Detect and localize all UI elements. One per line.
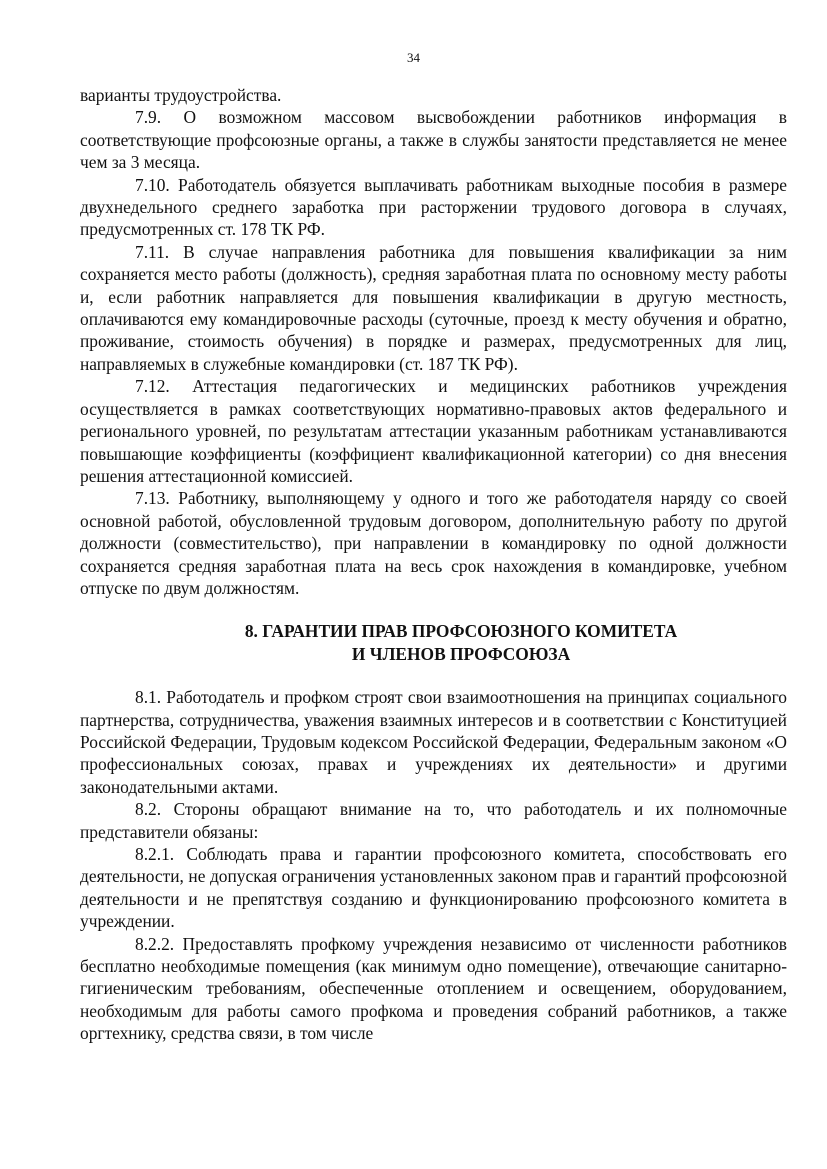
section-heading-line-1: 8. ГАРАНТИИ ПРАВ ПРОФСОЮЗНОГО КОМИТЕТА: [244, 621, 678, 642]
paragraph-8-2-1: 8.2.1. Соблюдать права и гарантии профсоюзного комитета, способствовать его деятельности, не допуская ограничения установленных законом прав и гарантий профсоюзной деятельности и не препятствуя созданию и функционированию профсоюзного комитета в учреждении.: [80, 844, 787, 932]
section-heading: [80, 620, 787, 665]
paragraph-7-13: 7.13. Работнику, выполняющему у одного и того же работодателя наряду со своей основной работой, обусловленной трудовым договором, дополнительную работу по другой должности (совместительство), при направлении в командировку по одной должности сохраняется средняя заработная плата на весь срок нахождения в командировке, учебном отпуске по двум должностям.: [80, 488, 787, 598]
page-number: 34: [407, 50, 420, 65]
paragraph-8-1: 8.1. Работодатель и профком строят свои взаимоотношения на принципах социального партнерства, сотрудничества, уважения взаимных интересов и в соответствии с Конституцией Российской Федерации, Трудовым кодексом Российской Федерации, Федеральным законом «О профессиональных союзах, правах и учреждениях их деятельности» и другими законодательными актами.: [80, 687, 787, 797]
paragraph-continuation: варианты трудоустройства.: [80, 85, 282, 105]
paragraph-8-2-2: 8.2.2. Предоставлять профкому учреждения независимо от численности работников бесплатно необходимые помещения (как минимум одно помещение), отвечающие санитарно-гигиеническим требованиям, обеспеченные отоплением и освещением, оборудованием, необходимым для работы самого профкома и проведения собраний работников, а также оргтехнику, средства связи, в том числе: [80, 933, 787, 1044]
paragraph-7-12: 7.12. Аттестация педагогических и медицинских работников учреждения осуществляется в рамках соответствующих нормативно-правовых актов федерального и регионального уровней, по результатам аттестации указанным работникам устанавливаются повышающие коэффициенты (коэффициент квалификационной категории) со дня внесения решения аттестационной комиссией.: [80, 376, 787, 486]
paragraph-7-10: 7.10. Работодатель обязуется выплачивать работникам выходные пособия в размере двухнедельного среднего заработка при расторжении трудового договора в случаях, предусмотренных ст. 178 ТК РФ.: [80, 174, 787, 240]
paragraph-7-11: 7.11. В случае направления работника для повышения квалификации за ним сохраняется место работы (должность), средняя заработная плата по основному месту работы и, если работник направляется для повышения квалификации в другую местность, оплачиваются ему командировочные расходы (суточные, проезд к месту обучения и обратно, проживание, стоимость обучения) в порядке и размерах, предусмотренных для лиц, направляемых в служебные командировки (ст. 187 ТК РФ).: [80, 241, 787, 374]
section-heading-line-2: И ЧЛЕНОВ ПРОФСОЮЗА: [351, 643, 571, 664]
paragraph-8-2: 8.2. Стороны обращают внимание на то, что работодатель и их полномочные представители обязаны:: [80, 799, 787, 842]
document-body: [80, 84, 787, 1045]
paragraph-7-9: 7.9. О возможном массовом высвобождении работников информация в соответствующие профсоюзные органы, а также в службы занятости представляется не менее чем за 3 месяца.: [80, 107, 787, 173]
